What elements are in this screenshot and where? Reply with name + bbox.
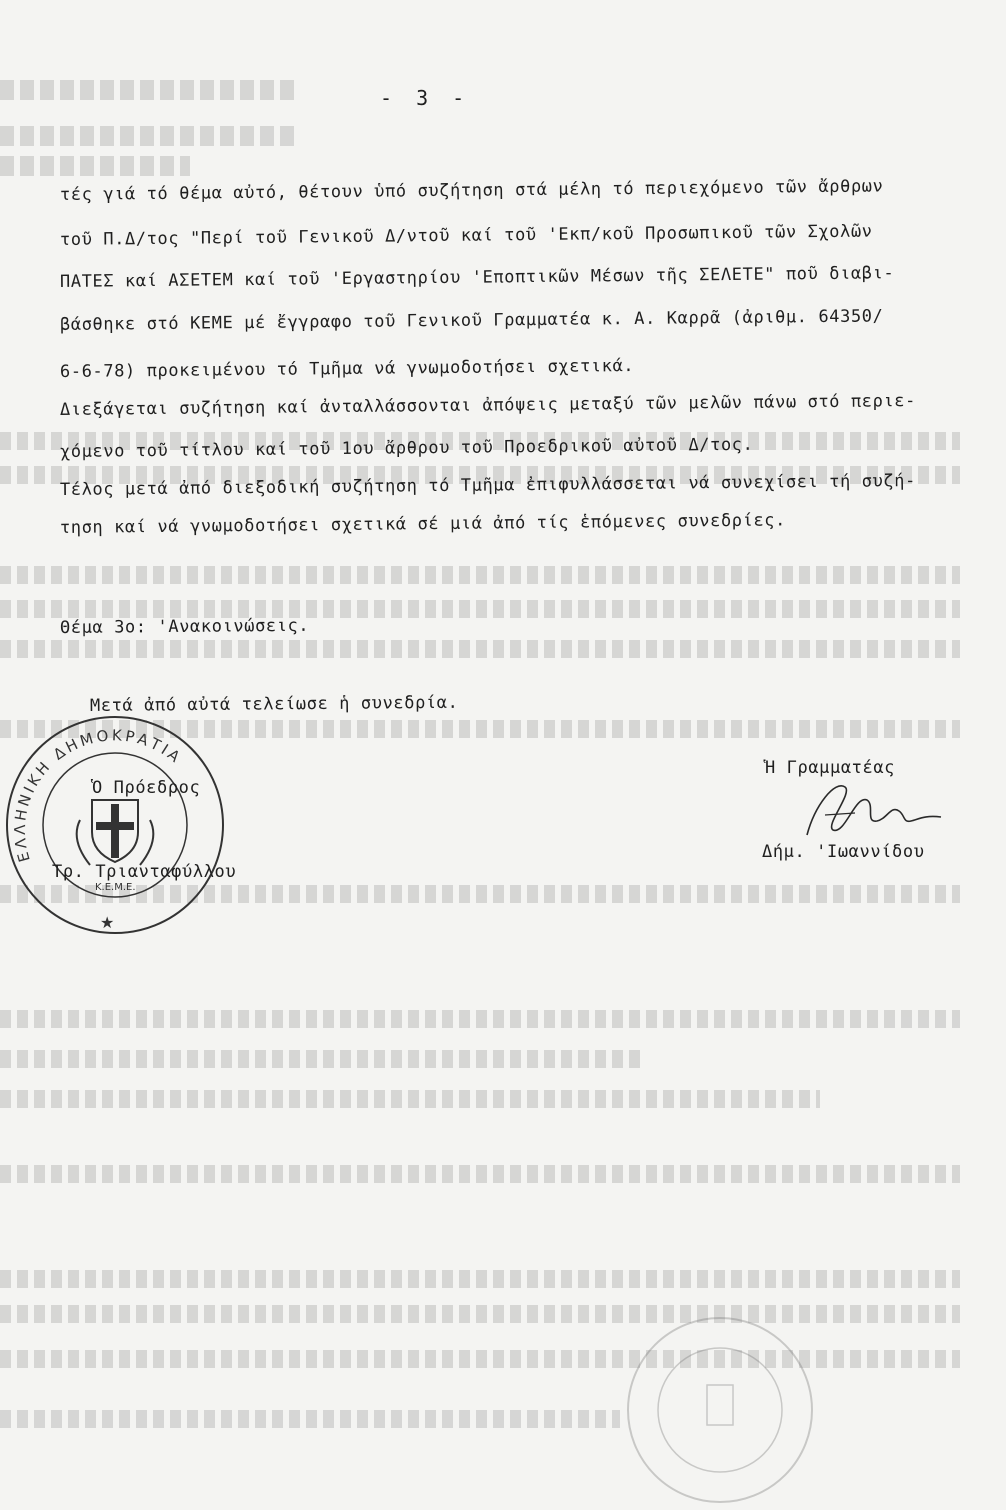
body-line: 6-6-78) προκειμένου τό Τμῆμα νά γνωμοδοτήσει σχετικά. [59,355,635,382]
body-line: τηση καί νά γνωμοδοτήσει σχετικά σέ μιά ἀπό τίς ἑπόμενες συνεδρίες. [59,510,787,538]
svg-text:★: ★ [100,913,115,932]
official-seal-icon [0,700,230,940]
body-line: βάσθηκε στό ΚΕΜΕ μέ ἔγγραφο τοῦ Γενικοῦ Γραμματέα κ. Α. Καρρᾶ (ἀριθμ. 64350/ [59,306,884,335]
body-line: τές γιά τό θέμα αὐτό, θέτουν ὑπό συζήτηση στά μέλη τό περιεχόμενο τῶν ἄρθρων [59,176,884,205]
president-name: Τρ. Τριανταφύλλου [52,862,237,882]
signature-icon [795,775,945,845]
body-line: τοῦ Π.Δ/τος "Περί τοῦ Γενικοῦ Δ/ντοῦ καί τοῦ 'Εκπ/κοῦ Προσωπικοῦ τῶν Σχολῶν [59,221,873,250]
svg-text:Κ.Ε.Μ.Ε.: Κ.Ε.Μ.Ε. [95,882,136,893]
svg-text:ΕΛΛΗΝΙΚΗ ΔΗΜΟΚΡΑΤΙΑ: ΕΛΛΗΝΙΚΗ ΔΗΜΟΚΡΑΤΙΑ [10,726,186,864]
bleed-through-seal-icon [615,1310,825,1510]
secretary-name: Δήμ. 'Ιωαννίδου [762,842,925,862]
president-title: Ὁ Πρόεδρος [92,778,201,798]
body-line: ΠΑΤΕΣ καί ΑΣΕΤΕΜ καί τοῦ 'Εργαστηρίου 'Εποπτικῶν Μέσων τῆς ΣΕΛΕΤΕ" ποῦ διαβι- [59,263,895,292]
body-line: Τέλος μετά ἀπό διεξοδική συζήτηση τό Τμῆμα ἐπιφυλλάσσεται νά συνεχίσει τή συζή- [59,471,917,500]
closing-line: Μετά ἀπό αὐτά τελείωσε ἡ συνεδρία. [89,692,459,716]
body-line: χόμενο τοῦ τίτλου καί τοῦ 1ου ἄρθρου τοῦ Προεδρικοῦ αὐτοῦ Δ/τος. [59,434,754,462]
topic-heading: Θέμα 3ο: 'Ανακοινώσεις. [59,615,310,638]
body-line: Διεξάγεται συζήτηση καί ἀνταλλάσσονται ἀπόψεις μεταξύ τῶν μελῶν πάνω στό περιε- [59,391,917,420]
secretary-title: Ἡ Γραμματέας [765,758,896,778]
page-number: - 3 - [380,86,471,110]
